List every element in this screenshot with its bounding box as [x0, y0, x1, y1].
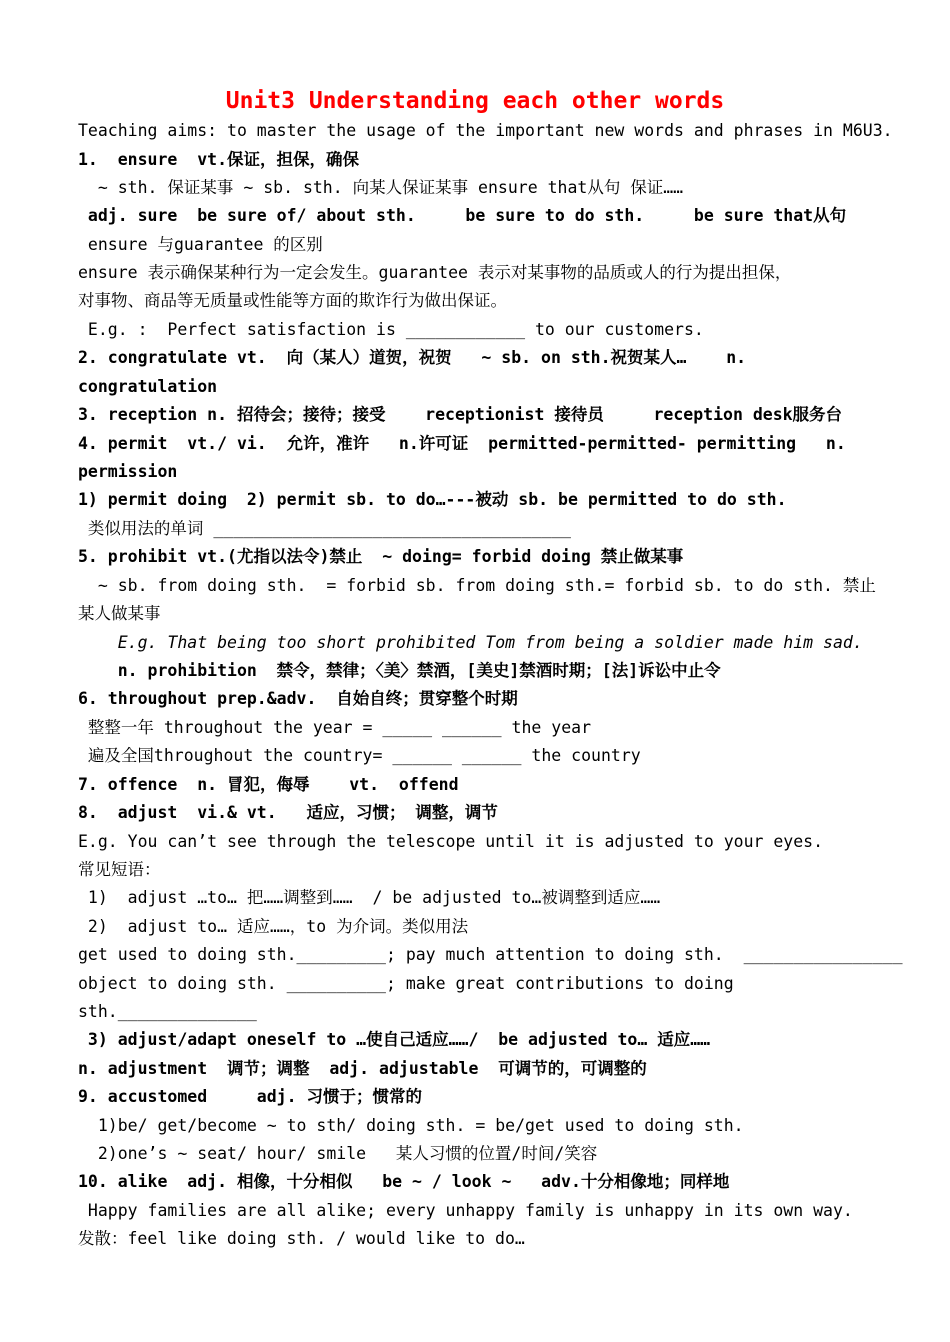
accustomed-usage-2: 2)one’s ~ seat/ hour/ smile 某人习惯的位置/时间/笑容 [78, 1144, 598, 1163]
prohibit-usage: ~ sb. from doing sth. = forbid sb. from doing sth.= forbid sb. to do sth. 禁止 [78, 576, 876, 595]
entry-permit: 4. permit vt./ vi. 允许，准许 n.许可证 permitted-permitted- permitting n. [78, 434, 846, 453]
entry-ensure: 1. ensure vt.保证，担保，确保 [78, 150, 360, 169]
prohibit-meaning: 某人做某事 [78, 604, 161, 623]
ensure-meaning: ensure 表示确保某种行为一定会发生。guarantee 表示对某事物的品质或人的行为提出担保， [78, 263, 792, 282]
ensure-guarantee-diff: ensure 与guarantee 的区别 [78, 235, 323, 254]
adjust-phrase-2: 2) adjust to… 适应……，to 为介词。类似用法 [78, 917, 469, 936]
adjustment-forms: n. adjustment 调节；调整 adj. adjustable 可调节的，可调整的 [78, 1059, 647, 1078]
entry-congratulate: 2. congratulate vt. 向（某人）道贺，祝贺 ~ sb. on sth.祝贺某人… n. [78, 348, 747, 367]
example-adjust: E.g. You can’t see through the telescope until it is adjusted to your eyes. [78, 832, 824, 851]
similar-usage-1: get used to doing sth._________; pay much attention to doing sth. ________________ [78, 945, 903, 964]
adjust-phrase-1: 1) adjust …to… 把……调整到…… / be adjusted to…被调整到适应…… [78, 888, 661, 907]
entry-offence: 7. offence n. 冒犯，侮辱 vt. offend [78, 775, 459, 794]
entry-adjust: 8. adjust vi.& vt. 适应，习惯； 调整，调节 [78, 803, 498, 822]
entry-prohibit: 5. prohibit vt.(尤指以法令)禁止 ~ doing= forbid doing 禁止做某事 [78, 547, 684, 566]
example-alike: Happy families are all alike; every unhappy family is unhappy in its own way. [78, 1201, 853, 1220]
extension-feel-like: 发散：feel like doing sth. / would like to do… [78, 1229, 525, 1248]
entry-alike: 10. alike adj. 相像，十分相似 be ~ / look ~ adv.十分相像地；同样地 [78, 1172, 730, 1191]
similar-usage-3: sth.______________ [78, 1002, 257, 1021]
similar-words-blank: 类似用法的单词 ____________________________________ [78, 519, 571, 538]
prohibition-noun: n. prohibition 禁令，禁律；〈美〉禁酒，[美史]禁酒时期；[法]诉讼中止令 [78, 661, 721, 680]
common-phrases-label: 常见短语： [78, 860, 161, 879]
ensure-usage: ~ sth. 保证某事 ~ sb. sth. 向某人保证某事 ensure that从句 保证…… [78, 178, 684, 197]
similar-usage-2: object to doing sth. __________; make great contributions to doing [78, 974, 734, 993]
throughout-year: 整整一年 throughout the year = _____ ______ the year [78, 718, 592, 737]
document-title: Unit3 Understanding each other words [225, 88, 725, 114]
entry-accustomed: 9. accustomed adj. 习惯于；惯常的 [78, 1087, 422, 1106]
accustomed-usage-1: 1)be/ get/become ~ to sth/ doing sth. = be/get used to doing sth. [78, 1116, 744, 1135]
example-ensure: E.g. : Perfect satisfaction is ____________ to our customers. [78, 320, 704, 339]
permit-usage: 1) permit doing 2) permit sb. to do…---被动 sb. be permitted to do sth. [78, 490, 787, 509]
adjust-phrase-3: 3) adjust/adapt oneself to …使自己适应……/ be adjusted to… 适应…… [78, 1030, 711, 1049]
example-prohibit: E.g. That being too short prohibited Tom from being a soldier made him sad. [78, 633, 863, 652]
guarantee-meaning: 对事物、商品等无质量或性能等方面的欺诈行为做出保证。 [78, 291, 507, 310]
throughout-country: 遍及全国throughout the country= ______ ______ the country [78, 746, 641, 765]
congratulation-noun: congratulation [78, 377, 218, 396]
permission-noun: permission [78, 462, 178, 481]
ensure-adj-sure: adj. sure be sure of/ about sth. be sure to do sth. be sure that从句 [78, 206, 847, 225]
entry-reception: 3. reception n. 招待会；接待；接受 receptionist 接待员 reception desk服务台 [78, 405, 843, 424]
entry-throughout: 6. throughout prep.&adv. 自始自终；贯穿整个时期 [78, 689, 518, 708]
teaching-aims: Teaching aims: to master the usage of the important new words and phrases in M6U3. [78, 121, 893, 140]
